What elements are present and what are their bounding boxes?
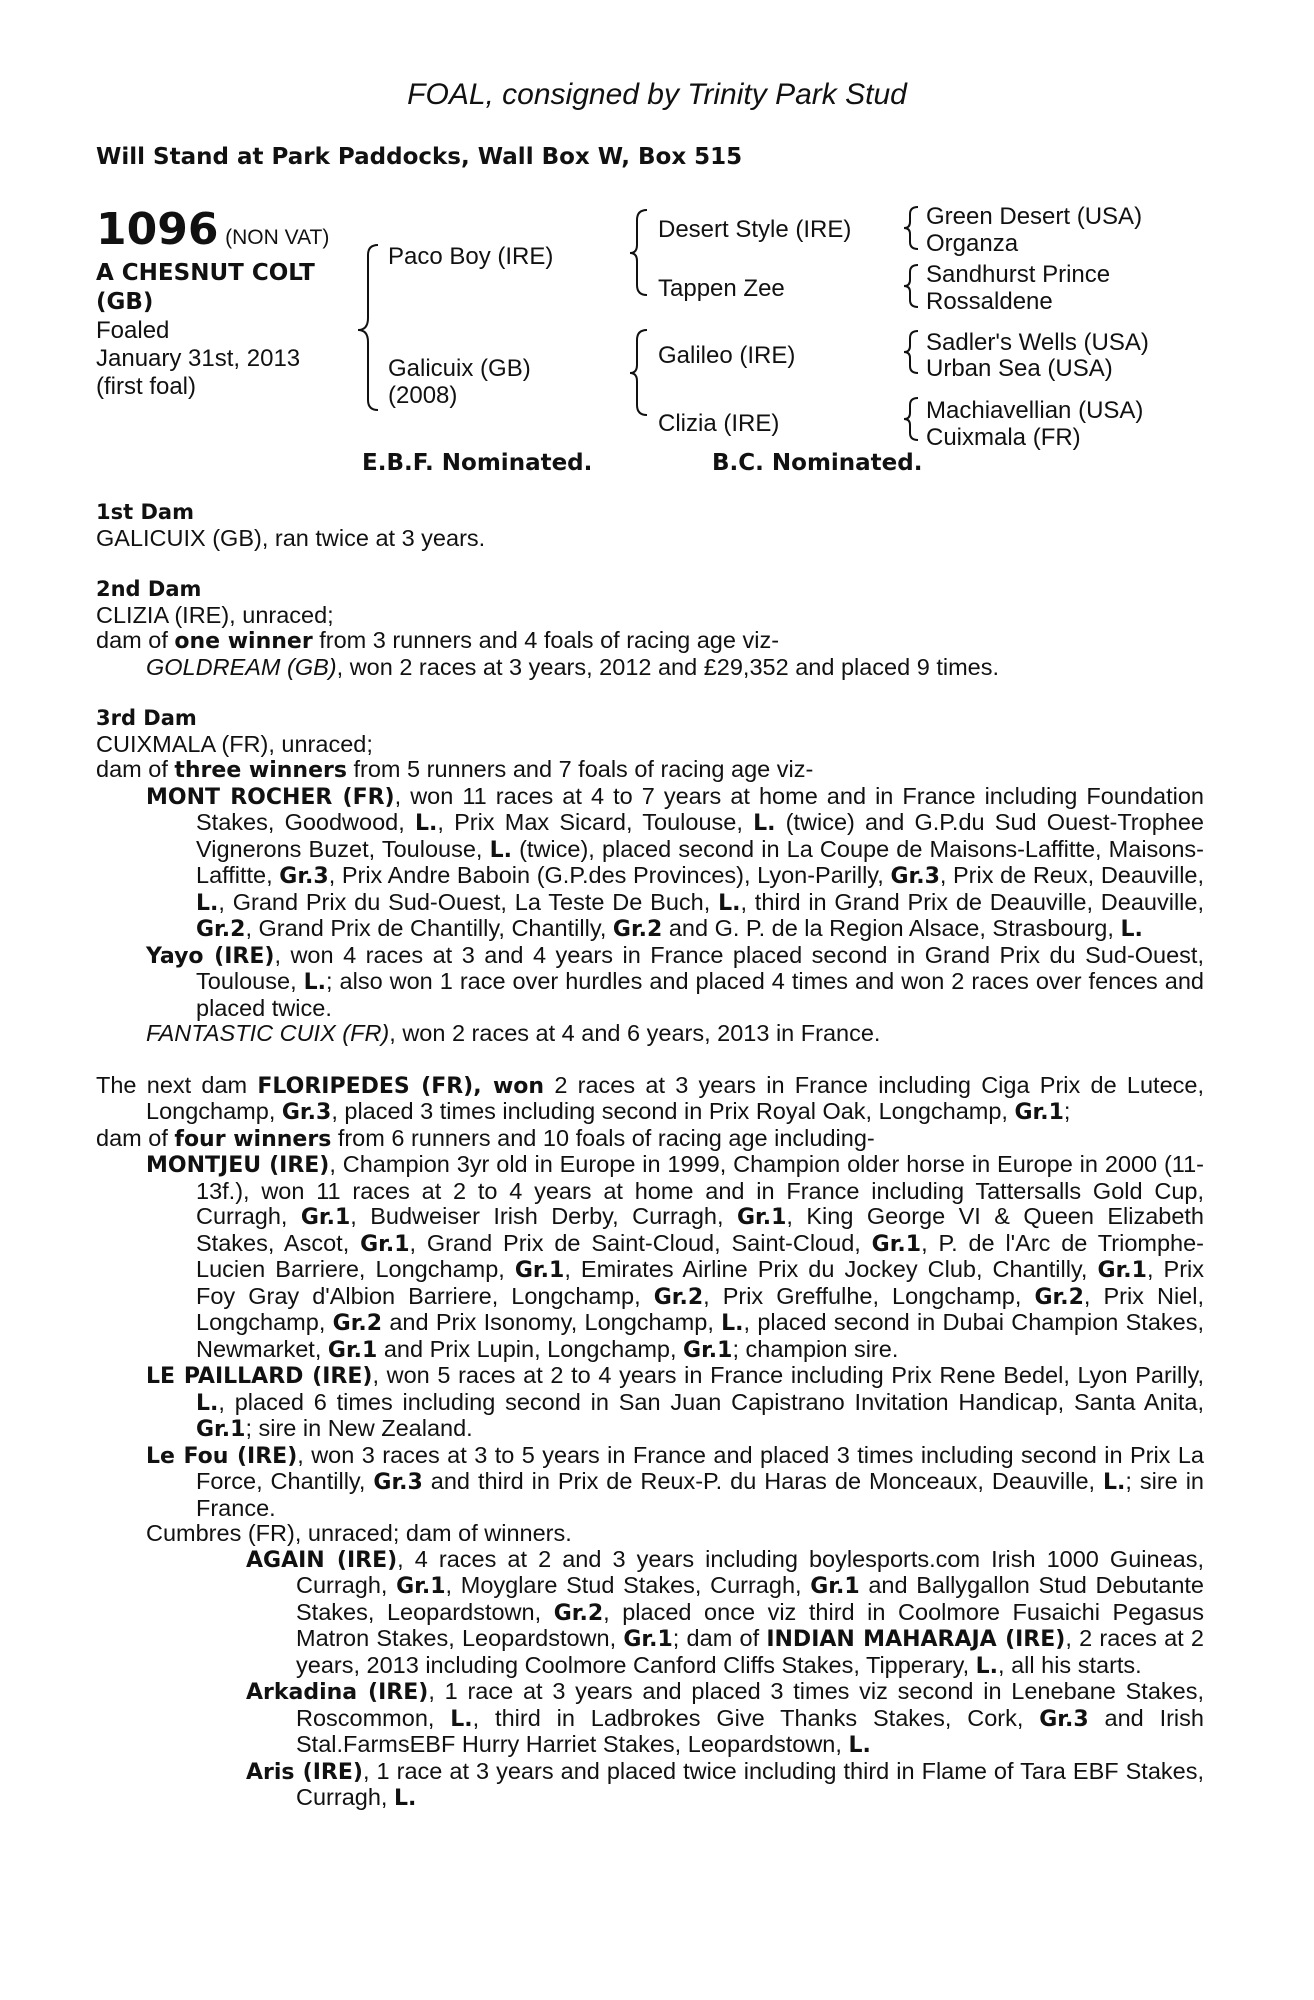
bc-nominated: B.C. Nominated. bbox=[712, 450, 923, 476]
third-dam-line: CUIXMALA (FR), unraced; bbox=[96, 730, 373, 757]
again-entry: AGAIN (IRE), 4 races at 2 and 3 years including boylesports.com Irish 1000 Guineas, Curragh, Gr.1, Moyglare Stud Stakes, Curragh, Gr.1 and Ballygallon Stud Debutante Stakes, Leopardstown, Gr.2, placed once viz third in Coolmore Fusaichi Pegasus Matron Stakes, Leopardstown, Gr.1; dam of INDIAN MAHARAJA (IRE), 2 races at 2 years, 2013 including Coolmore Canford Cliffs Stakes, Tipperary, L., all his starts. bbox=[246, 1545, 1205, 1679]
cumbres-entry: Cumbres (FR), unraced; dam of winners. bbox=[146, 1520, 572, 1546]
dam-sire-sire: Sadler's Wells (USA) bbox=[926, 329, 1149, 356]
le-paillard-entry: LE PAILLARD (IRE), won 5 races at 2 to 4 years in France including Prix Rene Bedel, Lyon Parilly, L., placed 6 times including second in San Juan Capistrano Invitation Handicap, Santa Anita, Gr.1; sire in New Zealand. bbox=[146, 1362, 1204, 1442]
goldream-entry: GOLDREAM (GB), won 2 races at 3 years, 2012 and £29,352 and placed 9 times. bbox=[146, 653, 999, 680]
dam-sire: Galileo (IRE) bbox=[658, 342, 796, 369]
next-dam-produce: dam of four winners from 6 runners and 10 foals of racing age including- bbox=[96, 1124, 875, 1152]
aris-entry: Aris (IRE), 1 race at 3 years and placed twice including third in Flame of Tara EBF Stakes, Curragh, L. bbox=[246, 1757, 1205, 1811]
dam-dam-sire: Machiavellian (USA) bbox=[926, 397, 1144, 424]
second-dam-line: CLIZIA (IRE), unraced; bbox=[96, 601, 334, 628]
sire-dam-sire: Sandhurst Prince bbox=[926, 261, 1111, 288]
first-dam-heading: 1st Dam bbox=[96, 500, 194, 524]
catalogue-body bbox=[96, 500, 1204, 1812]
arkadina-entry: Arkadina (IRE), 1 race at 3 years and placed 3 times viz second in Lenebane Stakes, Roscommon, L., third in Ladbrokes Give Thanks Stakes, Cork, Gr.3 and Irish Stal.FarmsEBF Hurry Harriet Stakes, Leopardstown, L. bbox=[246, 1678, 1204, 1758]
ebf-nominated: E.B.F. Nominated. bbox=[362, 450, 593, 476]
sire-dam-brace bbox=[358, 245, 378, 410]
sire-dam-dam: Rossaldene bbox=[926, 288, 1053, 315]
next-dam-entry: The next dam FLORIPEDES (FR), won 2 races at 3 years in France including Ciga Prix de Lutece, Longchamp, Gr.3, placed 3 times including second in Prix Royal Oak, Longchamp, Gr.1; bbox=[96, 1071, 1204, 1125]
sire-sire-sire: Green Desert (USA) bbox=[926, 203, 1143, 230]
mont-rocher-entry: MONT ROCHER (FR), won 11 races at 4 to 7 years at home and in France including Foundation Stakes, Goodwood, L., Prix Max Sicard, Toulouse, L. (twice) and G.P.du Sud Ouest-Trophee Vignerons Buzet, Toulouse, L. (twice), placed second in La Coupe de Maisons-Laffitte, Maisons-Laffitte, Gr.3, Prix Andre Baboin (G.P.des Provinces), Lyon-Parilly, Gr.3, Prix de Reux, Deauville, L., Grand Prix du Sud-Ouest, La Teste De Buch, L., third in Grand Prix de Deauville, Deauville, Gr.2, Grand Prix de Chantilly, Chantilly, Gr.2 and G. P. de la Region Alsace, Strasbourg, L. bbox=[146, 782, 1205, 942]
lot-desc-line1: A CHESNUT COLT bbox=[96, 260, 315, 286]
sd-brace bbox=[904, 265, 918, 307]
lot-desc-line2: (GB) bbox=[96, 289, 154, 315]
foal-note: (first foal) bbox=[96, 373, 197, 400]
le-fou-entry: Le Fou (IRE), won 3 races at 3 to 5 years in France and placed 3 times including second in Prix La Force, Chantilly, Gr.3 and third in Prix de Reux-P. du Haras de Monceaux, Deauville, L.; sire in France. bbox=[146, 1441, 1204, 1521]
sire-sire: Desert Style (IRE) bbox=[658, 216, 852, 243]
dam: Galicuix (GB) bbox=[388, 355, 531, 382]
ds-brace bbox=[904, 331, 918, 373]
dam-dam-dam: Cuixmala (FR) bbox=[926, 424, 1081, 451]
foaled-date: January 31st, 2013 bbox=[96, 345, 301, 372]
third-dam-produce: dam of three winners from 5 runners and 7 foals of racing age viz- bbox=[96, 756, 814, 783]
dam-brace bbox=[630, 330, 647, 415]
consignor-line: FOAL, consigned by Trinity Park Stud bbox=[407, 78, 907, 111]
dam-dam: Clizia (IRE) bbox=[658, 410, 780, 437]
first-dam-line: GALICUIX (GB), ran twice at 3 years. bbox=[96, 524, 486, 551]
sire: Paco Boy (IRE) bbox=[388, 243, 554, 270]
fantastic-cuix-entry: FANTASTIC CUIX (FR), won 2 races at 4 and 6 years, 2013 in France. bbox=[146, 1020, 881, 1046]
yayo-entry: Yayo (IRE), won 4 races at 3 and 4 years in France placed second in Grand Prix du Sud-Ouest, Toulouse, L.; also won 1 race over hurdles and placed 4 times and won 2 races over fences and placed twice. bbox=[146, 941, 1204, 1021]
third-dam-heading: 3rd Dam bbox=[96, 706, 197, 730]
foaled-label: Foaled bbox=[96, 317, 170, 344]
sire-dam: Tappen Zee bbox=[658, 275, 785, 302]
dam-year: (2008) bbox=[388, 382, 458, 409]
second-dam-produce: dam of one winner from 3 runners and 4 foals of racing age viz- bbox=[96, 627, 780, 654]
dd-brace bbox=[904, 398, 918, 440]
vat-status: (NON VAT) bbox=[225, 226, 330, 249]
sire-sire-dam: Organza bbox=[926, 230, 1019, 257]
dam-sire-dam: Urban Sea (USA) bbox=[926, 355, 1113, 382]
sire-brace bbox=[630, 210, 647, 295]
second-dam-heading: 2nd Dam bbox=[96, 577, 202, 601]
pedigree-braces bbox=[0, 0, 1314, 460]
lot-number: 1096 bbox=[96, 204, 219, 255]
montjeu-entry: MONTJEU (IRE), Champion 3yr old in Europe in 1999, Champion older horse in Europe in 2000 (11-13f.), won 11 races at 2 to 4 years at home and in France including Tattersalls Gold Cup, Curragh, Gr.1, Budweiser Irish Derby, Curragh, Gr.1, King George VI & Queen Elizabeth Stakes, Ascot, Gr.1, Grand Prix de Saint-Cloud, Saint-Cloud, Gr.1, P. de l'Arc de Triomphe-Lucien Barriere, Longchamp, Gr.1, Emirates Airline Prix du Jockey Club, Chantilly, Gr.1, Prix Foy Gray d'Albion Barriere, Longchamp, Gr.2, Prix Greffulhe, Longchamp, Gr.2, Prix Niel, Longchamp, Gr.2 and Prix Isonomy, Longchamp, L., placed second in Dubai Champion Stakes, Newmarket, Gr.1 and Prix Lupin, Longchamp, Gr.1; champion sire. bbox=[146, 1151, 1205, 1363]
ss-brace bbox=[904, 207, 918, 249]
stand-location: Will Stand at Park Paddocks, Wall Box W, Box 515 bbox=[96, 144, 743, 170]
